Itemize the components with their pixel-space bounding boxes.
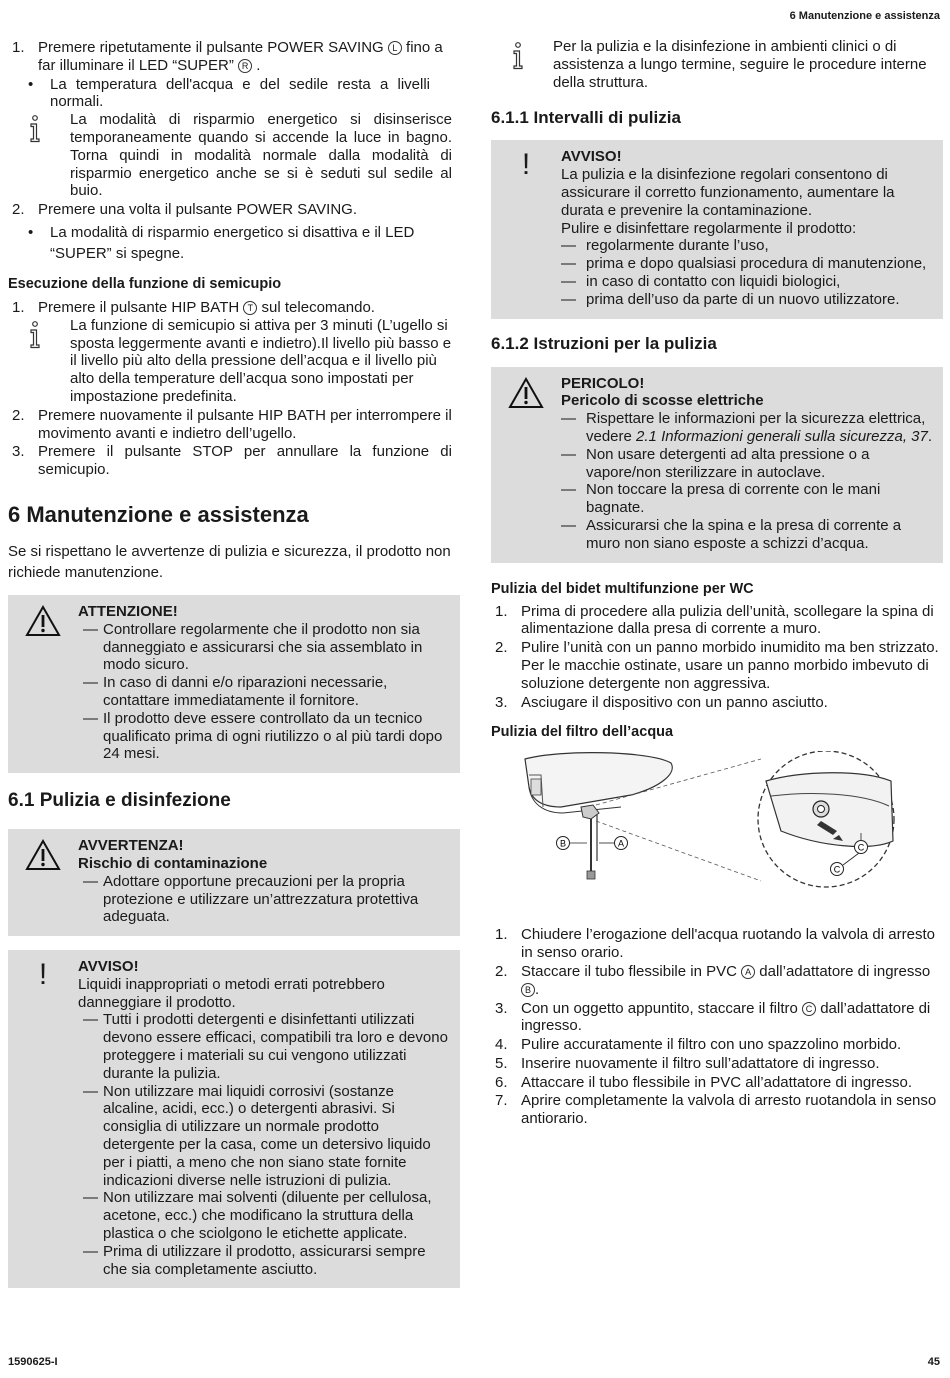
warning-item: — Adottare opportune precauzioni per la propria protezione e utilizzare un’attrezzatura protettiva adeguata. [83, 872, 419, 926]
step-text: Premere ripetutamente il pulsante POWER SAVING [38, 39, 384, 56]
attention-title: ATTENZIONE! [78, 602, 178, 620]
filter-step: 4. Pulire accuratamente il filtro con uno spazzolino morbido. [495, 1036, 902, 1054]
info-icon [511, 38, 553, 91]
bidet-heading: Pulizia del bidet multifunzione per WC [491, 580, 754, 597]
warning-subtitle: Rischio di contaminazione [78, 854, 268, 872]
notice-intro-2: Pulire e disinfettare regolarmente il prodotto: [561, 219, 857, 237]
info-text: La funzione di semicupio si attiva per 3 minuti (L’ugello si sposta leggermente avanti e indietro).Il livello più basso e il livello più alto della pressione dell’acqua e il livello più alto della temperature dell’acqua sono impostati per impostazione predefinita. [70, 316, 452, 405]
step-text-mid: fino a far illuminare il LED “SUPER” [38, 39, 443, 74]
label-c-2: C [833, 864, 841, 875]
attention-box [8, 595, 460, 773]
danger-item: — Non usare detergenti ad alta pressione o a vapore/non sterilizzare in autoclave. [561, 445, 870, 481]
notice-item: — in caso di contatto con liquidi biologici, [561, 272, 841, 290]
clinical-info [511, 38, 943, 91]
filter-step: 1. Chiudere l’erogazione dell'acqua ruotando la valvola di arresto in senso orario. [495, 926, 935, 962]
step-text: Premere il pulsante HIP BATH [38, 298, 240, 316]
bullet-icon: • [28, 223, 34, 241]
bidet-steps [491, 603, 943, 712]
section-6-1-title: 6.1 Pulizia e disinfezione [8, 790, 231, 812]
notice-item: — Non utilizzare mai solventi (diluente per cellulosa, acetone, ecc.) che modificano la struttura della plastica o che sciolgono le etichette applicate. [83, 1189, 432, 1243]
ref-r-icon: R [238, 59, 252, 73]
warning-triangle-icon [8, 837, 78, 926]
filter-step: 2. Staccare il tubo flessibile in PVC A dall’adattatore di ingresso B . [495, 962, 931, 998]
bullet-text: La temperatura dell'acqua e del sedile resta a livelli normali. [50, 75, 430, 111]
step-text-end: . [256, 56, 261, 74]
warning-title: AVVERTENZA! [78, 837, 184, 855]
danger-title: PERICOLO! [561, 374, 645, 392]
danger-item: — Rispettare le informazioni per la sicurezza elettrica, vedere 2.1 Informazioni generali sulla sicurezza, 37. [561, 410, 933, 445]
exclamation-icon: ! [521, 148, 531, 182]
step-number: 2. [12, 201, 25, 219]
running-header: 6 Manutenzione e assistenza [789, 10, 940, 22]
warning-triangle-icon [491, 375, 561, 553]
step-text: Premere nuovamente il pulsante HIP BATH per interrompere il movimento avanti e indietro dell’ugello. [38, 406, 452, 442]
step-text: Premere una volta il pulsante POWER SAVING. [38, 201, 358, 219]
power-saving-info [28, 111, 460, 200]
hip-bath-step-2 [8, 407, 460, 443]
hip-bath-step-1 [8, 299, 460, 317]
bidet-step: 2. Pulire l’unità con un panno morbido inumidito ma ben strizzato. Per le macchie ostinate, usare un panno morbido imbevuto di soluzione detergente non aggressiva. [495, 639, 939, 692]
bullet-text: La modalità di risparmio energetico si disattiva e il LED “SUPER” si spegne. [50, 223, 415, 262]
document-id: 1590625-I [8, 1356, 58, 1368]
step-number: 1. [12, 39, 25, 56]
ref-b-icon: B [521, 983, 535, 997]
notice-item: — regolarmente durante l’uso, [561, 237, 769, 255]
step-number: 1. [12, 298, 25, 316]
step-text-end: sul telecomando. [261, 298, 375, 316]
notice-title: AVVISO! [78, 958, 139, 976]
notice-item: — prima dell’uso da parte di un nuovo utilizzatore. [561, 290, 900, 308]
cross-reference-link[interactable]: 2.1 Informazioni generali sulla sicurezza, 37 [636, 427, 928, 445]
section-6-1-1-title: 6.1.1 Intervalli di pulizia [491, 108, 681, 128]
warning-box [8, 829, 460, 936]
hip-bath-info [28, 317, 460, 406]
bidet-filter-diagram [521, 751, 911, 901]
notice-intro: La pulizia e la disinfezione regolari consentono di assicurare il corretto funzionamento, aumentare la durata e prevenire la contaminazione. [561, 166, 895, 219]
notice-item: — Tutti i prodotti detergenti e disinfettanti utilizzati devono essere efficaci, compatibili tra loro e devono proteggere i materiali su cui vengono utilizzati durante la pulizia. [83, 1011, 448, 1082]
label-b: B [559, 838, 567, 849]
filter-step: 3. Con un oggetto appuntito, staccare il filtro C dall’adattatore di ingresso. [495, 999, 931, 1035]
exclamation-icon: ! [38, 958, 48, 992]
hip-bath-step-3 [8, 443, 460, 479]
bidet-step: 1. Prima di procedere alla pulizia dell’unità, scollegare la spina di alimentazione dalla presa di corrente a muro. [495, 602, 934, 638]
notice-box-2 [491, 140, 943, 318]
notice-item: — Non utilizzare mai liquidi corrosivi (sostanze alcaline, acidi, ecc.) o detergenti abrasivi. Si consiglia di utilizzare un normale prodotto detergente per la casa, come un detersivo liquido per i piatti, a meno che non siano state fornite indicazioni diverse nelle istruzioni di pulizia. [83, 1082, 431, 1189]
ref-a-icon: A [741, 965, 755, 979]
notice-item: — prima e dopo qualsiasi procedura di manutenzione, [561, 255, 927, 273]
notice-title: AVVISO! [561, 148, 622, 166]
page-number: 45 [927, 1356, 940, 1368]
info-icon [28, 111, 70, 200]
step-text: Premere il pulsante STOP per annullare la funzione di semicupio. [38, 443, 452, 479]
attention-item: — In caso di danni e/o riparazioni necessarie, contattare immediatamente il fornitore. [83, 674, 388, 709]
ref-t-icon: T [243, 301, 257, 315]
info-icon [28, 317, 70, 406]
bullet-icon: • [28, 75, 34, 93]
section-6-title: 6 Manutenzione e assistenza [8, 501, 309, 527]
attention-item: — Controllare regolarmente che il prodotto non sia danneggiato e assicurarsi che sia assemblato in modo sicuro. [83, 620, 423, 674]
label-a: A [617, 838, 625, 849]
ref-c-icon: C [802, 1002, 816, 1016]
notice-intro: Liquidi inappropriati o metodi errati potrebbero danneggiare il prodotto. [78, 975, 385, 1011]
label-c: C [857, 842, 865, 853]
ref-l-icon: L [388, 41, 402, 55]
attention-item: — Il prodotto deve essere controllato da un tecnico qualificato prima di ogni riutilizzo o al più tardi dopo 24 mesi. [83, 709, 443, 763]
section-6-intro: Se si rispettano le avvertenze di pulizia e sicurezza, il prodotto non richiede manutenzione. [8, 542, 451, 581]
power-saving-step-2 [8, 201, 460, 219]
filter-step: 7. Aprire completamente la valvola di arresto ruotandola in senso antiorario. [495, 1092, 937, 1128]
warning-triangle-icon [8, 603, 78, 763]
filter-heading: Pulizia del filtro dell’acqua [491, 724, 674, 741]
section-6-1-2-title: 6.1.2 Istruzioni per la pulizia [491, 333, 717, 353]
filter-illustration [521, 751, 943, 906]
filter-step: 5. Inserire nuovamente il filtro sull’adattatore di ingresso. [495, 1054, 880, 1072]
info-text: La modalità di risparmio energetico si disinserisce temporaneamente quando si accende la luce in bagno. Torna quindi in modalità normale dalla modalità di risparmio energetico anche se si è seduti sul sedile al buio. [70, 111, 452, 200]
left-column [8, 38, 460, 1288]
danger-item: — Non toccare la presa di corrente con le mani bagnate. [561, 481, 881, 517]
filter-step: 6. Attaccare il tubo flessibile in PVC all’adattatore di ingresso. [495, 1073, 913, 1091]
danger-box [491, 367, 943, 563]
step-number: 3. [12, 443, 25, 461]
info-text: Per la pulizia e la disinfezione in ambienti clinici o di assistenza a lungo termine, seguire le procedure interne della struttura. [553, 38, 927, 91]
power-saving-step-1 [8, 39, 460, 75]
bidet-step: 3. Asciugare il dispositivo con un panno asciutto. [495, 693, 828, 711]
danger-subtitle: Pericolo di scosse elettriche [561, 392, 764, 410]
hip-bath-heading: Esecuzione della funzione di semicupio [8, 275, 282, 292]
power-saving-bullet-2 [8, 222, 460, 264]
right-column [491, 38, 943, 1128]
notice-item: — Prima di utilizzare il prodotto, assicurarsi sempre che sia completamente asciutto. [83, 1242, 426, 1278]
danger-item: — Assicurarsi che la spina e la presa di corrente a muro non siano esposte a schizzi d’acqua. [561, 516, 902, 552]
notice-box [8, 950, 460, 1288]
power-saving-bullet-1 [8, 76, 460, 112]
filter-steps [491, 926, 943, 1128]
step-number: 2. [12, 406, 25, 424]
